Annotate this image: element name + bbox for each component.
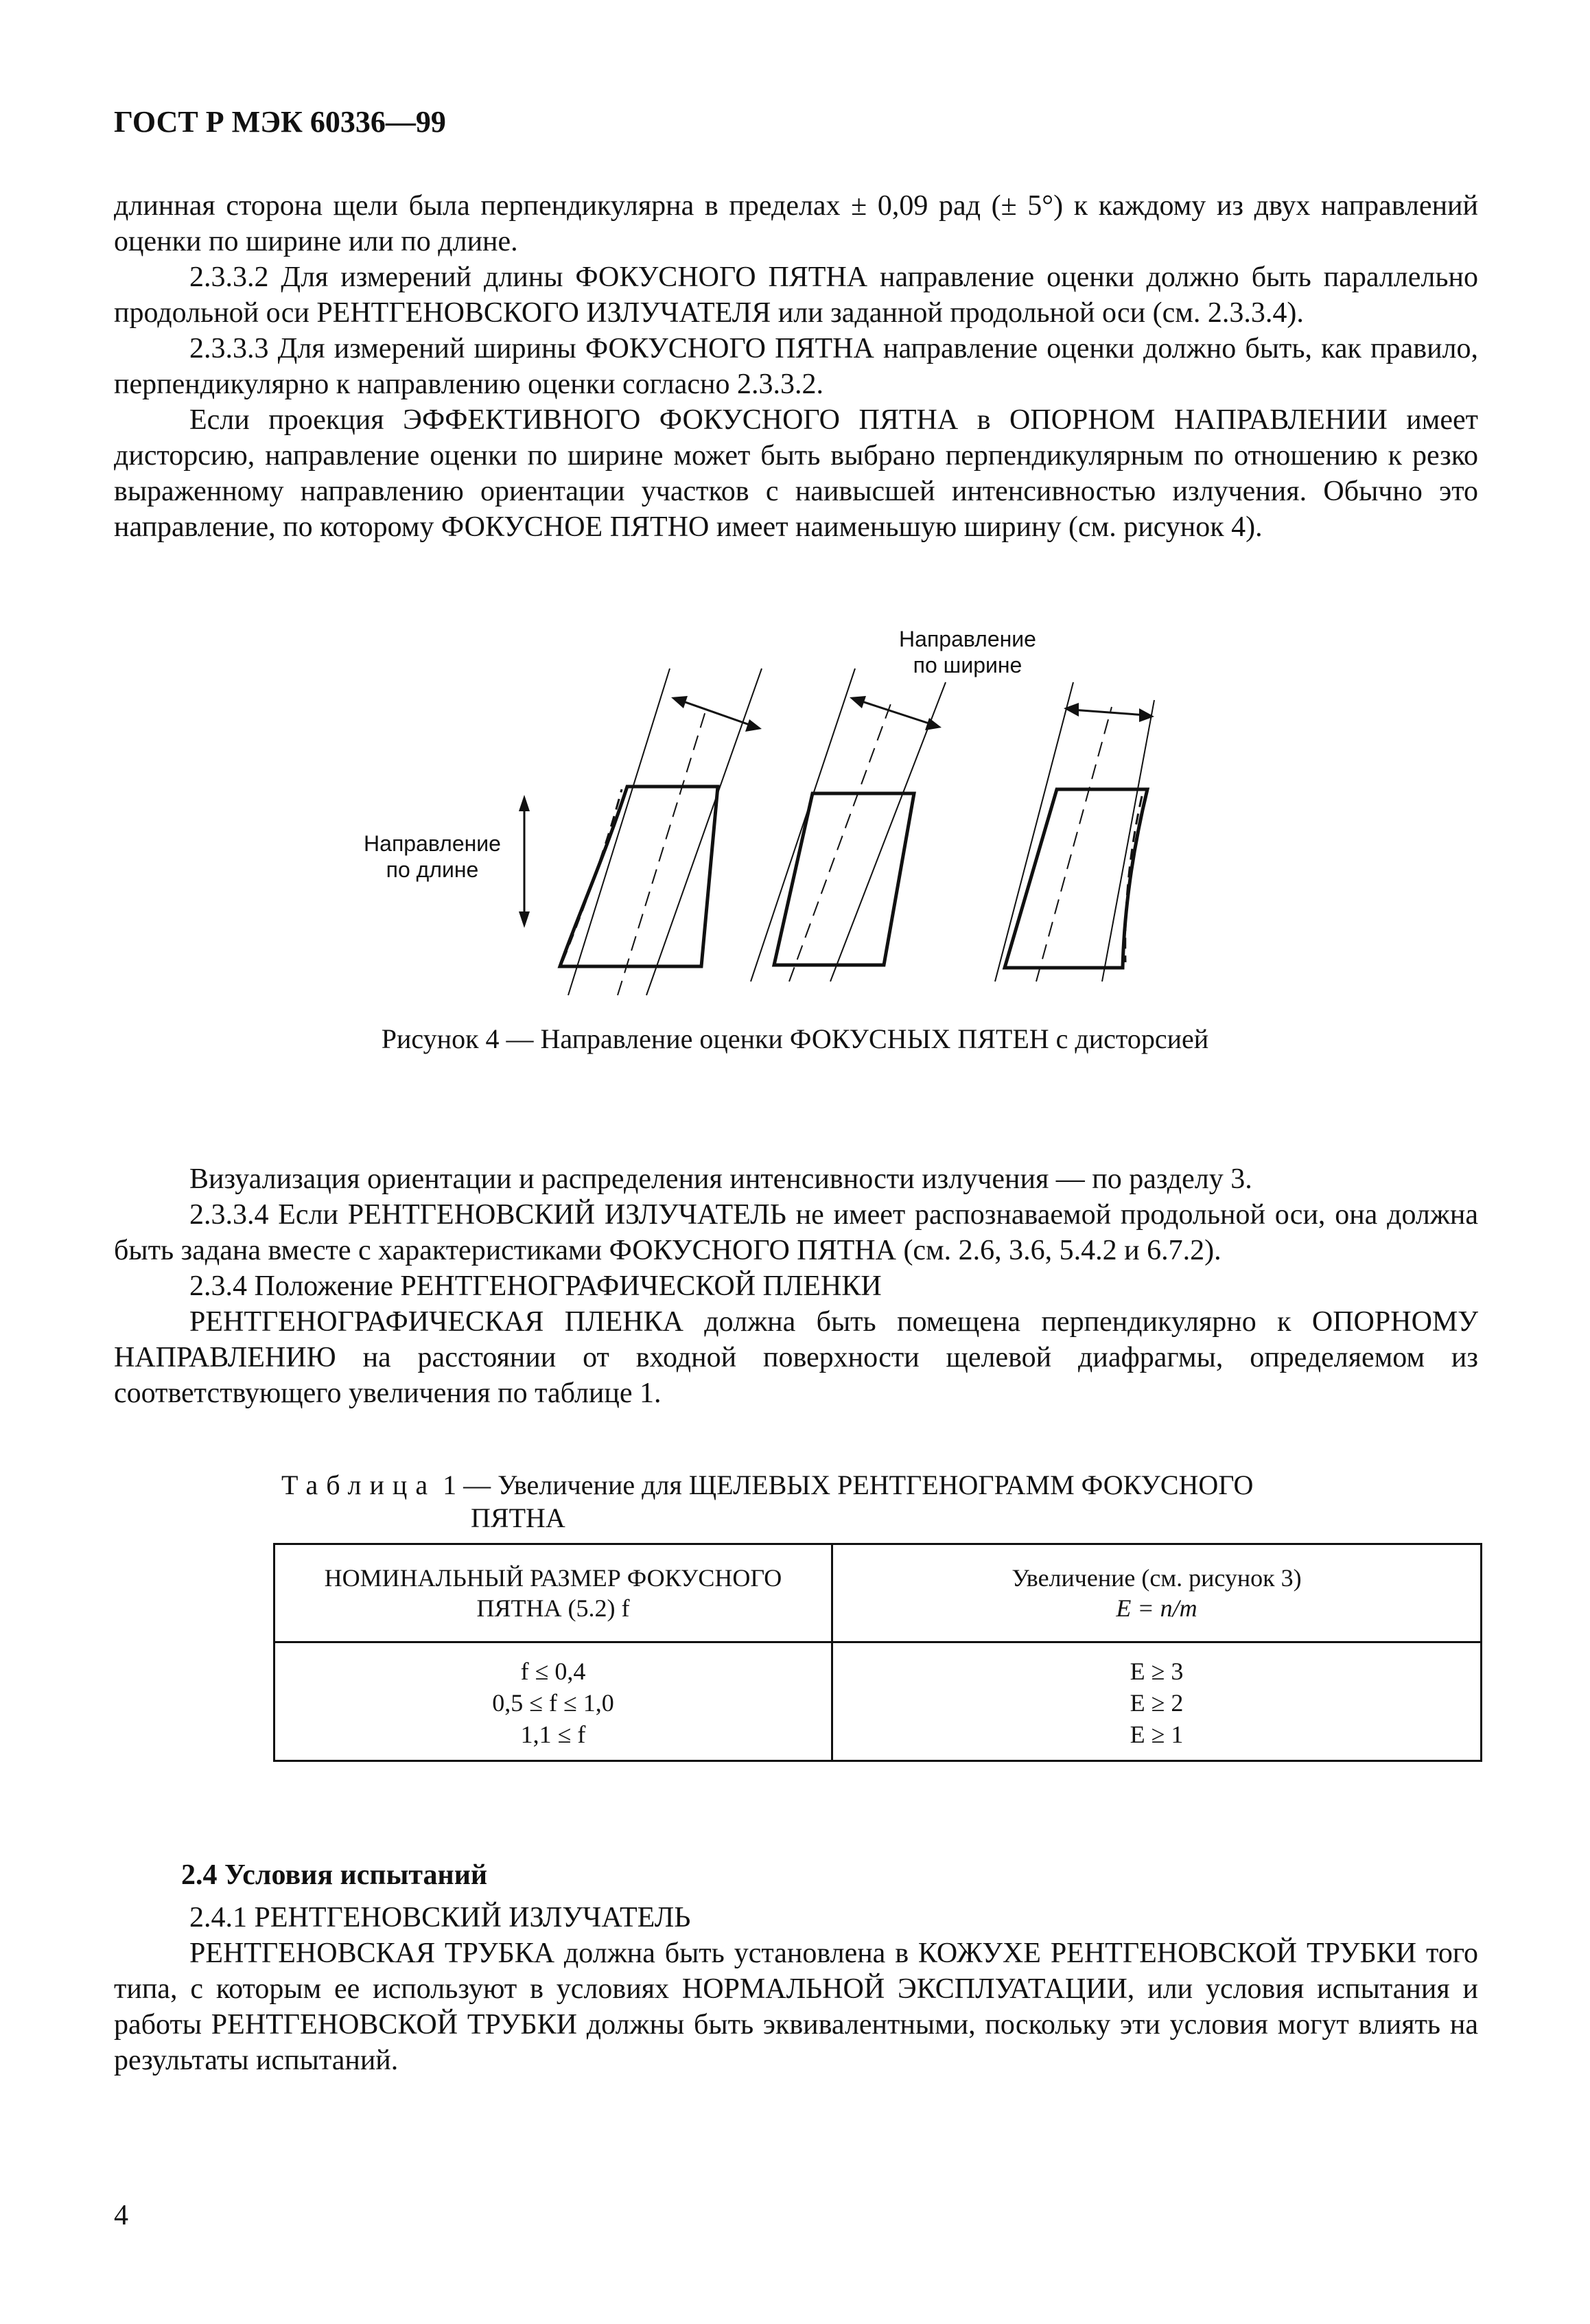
arrow-head-down [519, 911, 530, 928]
text-block-middle [114, 1161, 1478, 1411]
page-number: 4 [114, 2200, 128, 2231]
header-mag-line1: Увеличение (см. рисунок 3) [1012, 1564, 1302, 1592]
mag-cell: E ≥ 1 [832, 1719, 1482, 1761]
figure-4 [350, 625, 1256, 1064]
table-title-line2: ПЯТНА [471, 1502, 565, 1533]
table-title-rest: 1 — Увеличение для ЩЕЛЕВЫХ РЕНТГЕНОГРАММ ФОКУСНОГО [436, 1469, 1254, 1500]
focal-spot-shape-left [560, 669, 762, 995]
paragraph: 2.3.4 Положение РЕНТГЕНОГРАФИЧЕСКОЙ ПЛЕНКИ [189, 1270, 882, 1302]
mag-cell: E ≥ 2 [832, 1687, 1482, 1719]
length-direction-label [350, 830, 515, 883]
width-direction-label [858, 626, 1077, 678]
focal-spot-shape-right [995, 682, 1154, 981]
table-header-magnification [832, 1544, 1482, 1642]
paragraph: 2.3.3.3 Для измерений ширины ФОКУСНОГО ПЯТНА направление оценки должно быть, как правило, перпендикулярно к направлению оценки согласно 2.3.3.2. [114, 333, 1478, 400]
table-row [274, 1642, 1482, 1688]
paragraph: РЕНТГЕНОГРАФИЧЕСКАЯ ПЛЕНКА должна быть помещена перпендикулярно к ОПОРНОМУ НАПРАВЛЕНИЮ на расстоянии от входной поверхности щелевой диафрагмы, определяемом из соответствующего увеличения по таблице 1. [114, 1306, 1478, 1409]
document-header: ГОСТ Р МЭК 60336—99 [114, 105, 446, 139]
length-label-line1: Направление [364, 831, 501, 856]
width-label-line1: Направление [899, 627, 1036, 651]
table-header-size [274, 1544, 832, 1642]
table-row [274, 1687, 1482, 1719]
text-block-top [114, 188, 1478, 545]
figure-caption: Рисунок 4 — Направление оценки ФОКУСНЫХ ПЯТЕН с дисторсией [381, 1023, 1209, 1054]
header-size-line2: ПЯТНА (5.2) f [476, 1594, 630, 1622]
size-cell: f ≤ 0,4 [274, 1642, 832, 1688]
text-block-bottom [114, 1900, 1478, 2078]
paragraph: 2.3.3.2 Для измерений длины ФОКУСНОГО ПЯТНА направление оценки должно быть параллельно продольной оси РЕНТГЕНОВСКОГО ИЗЛУЧАТЕЛЯ или заданной продольной оси (см. 2.3.3.4). [114, 262, 1478, 329]
table-title [281, 1469, 1379, 1535]
arrow-head-up [519, 795, 530, 811]
table-title-prefix: Таблица [281, 1469, 436, 1500]
magnification-table [273, 1543, 1482, 1762]
length-label-line2: по длине [386, 857, 479, 882]
focal-spot-shape-middle [751, 669, 946, 981]
paragraph: длинная сторона щели была перпендикулярна в пределах ± 0,09 рад (± 5°) к каждому из двух направлений оценки по ширине или по длине. [114, 190, 1478, 257]
paragraph: 2.3.3.4 Если РЕНТГЕНОВСКИЙ ИЗЛУЧАТЕЛЬ не имеет распознаваемой продольной оси, она должна быть задана вместе с характеристиками ФОКУСНОГО ПЯТНА (см. 2.6, 3.6, 5.4.2 и 6.7.2). [114, 1199, 1478, 1266]
table-header-row [274, 1544, 1482, 1642]
width-label-line2: по ширине [913, 653, 1022, 677]
paragraph: РЕНТГЕНОВСКАЯ ТРУБКА должна быть установлена в КОЖУХЕ РЕНТГЕНОВСКОЙ ТРУБКИ того типа, с которым ее используют в условиях НОРМАЛЬНОЙ ЭКСПЛУАТАЦИИ, или условия испытания и работы РЕНТГЕНОВСКОЙ ТРУБКИ должны быть эквивалентными, поскольку эти условия могут влиять на результаты испытаний. [114, 1938, 1478, 2076]
paragraph: 2.4.1 РЕНТГЕНОВСКИЙ ИЗЛУЧАТЕЛЬ [189, 1902, 691, 1933]
table-row [274, 1719, 1482, 1761]
header-mag-line2: E = n/m [1116, 1594, 1197, 1622]
paragraph: Если проекция ЭФФЕКТИВНОГО ФОКУСНОГО ПЯТНА в ОПОРНОМ НАПРАВЛЕНИИ имеет дисторсию, направление оценки по ширине может быть выбрано перпендикулярным по отношению к резко выраженному направлению ориентации участков с наивысшей интенсивностью излучения. Обычно это направление, по которому ФОКУСНОЕ ПЯТНО имеет наименьшую ширину (см. рисунок 4). [114, 404, 1478, 543]
mag-cell: E ≥ 3 [832, 1642, 1482, 1688]
section-title: 2.4 Условия испытаний [181, 1859, 488, 1891]
size-cell: 1,1 ≤ f [274, 1719, 832, 1761]
paragraph: Визуализация ориентации и распределения интенсивности излучения — по разделу 3. [189, 1163, 1252, 1195]
header-size-line1: НОМИНАЛЬНЫЙ РАЗМЕР ФОКУСНОГО [324, 1564, 782, 1592]
size-cell: 0,5 ≤ f ≤ 1,0 [274, 1687, 832, 1719]
